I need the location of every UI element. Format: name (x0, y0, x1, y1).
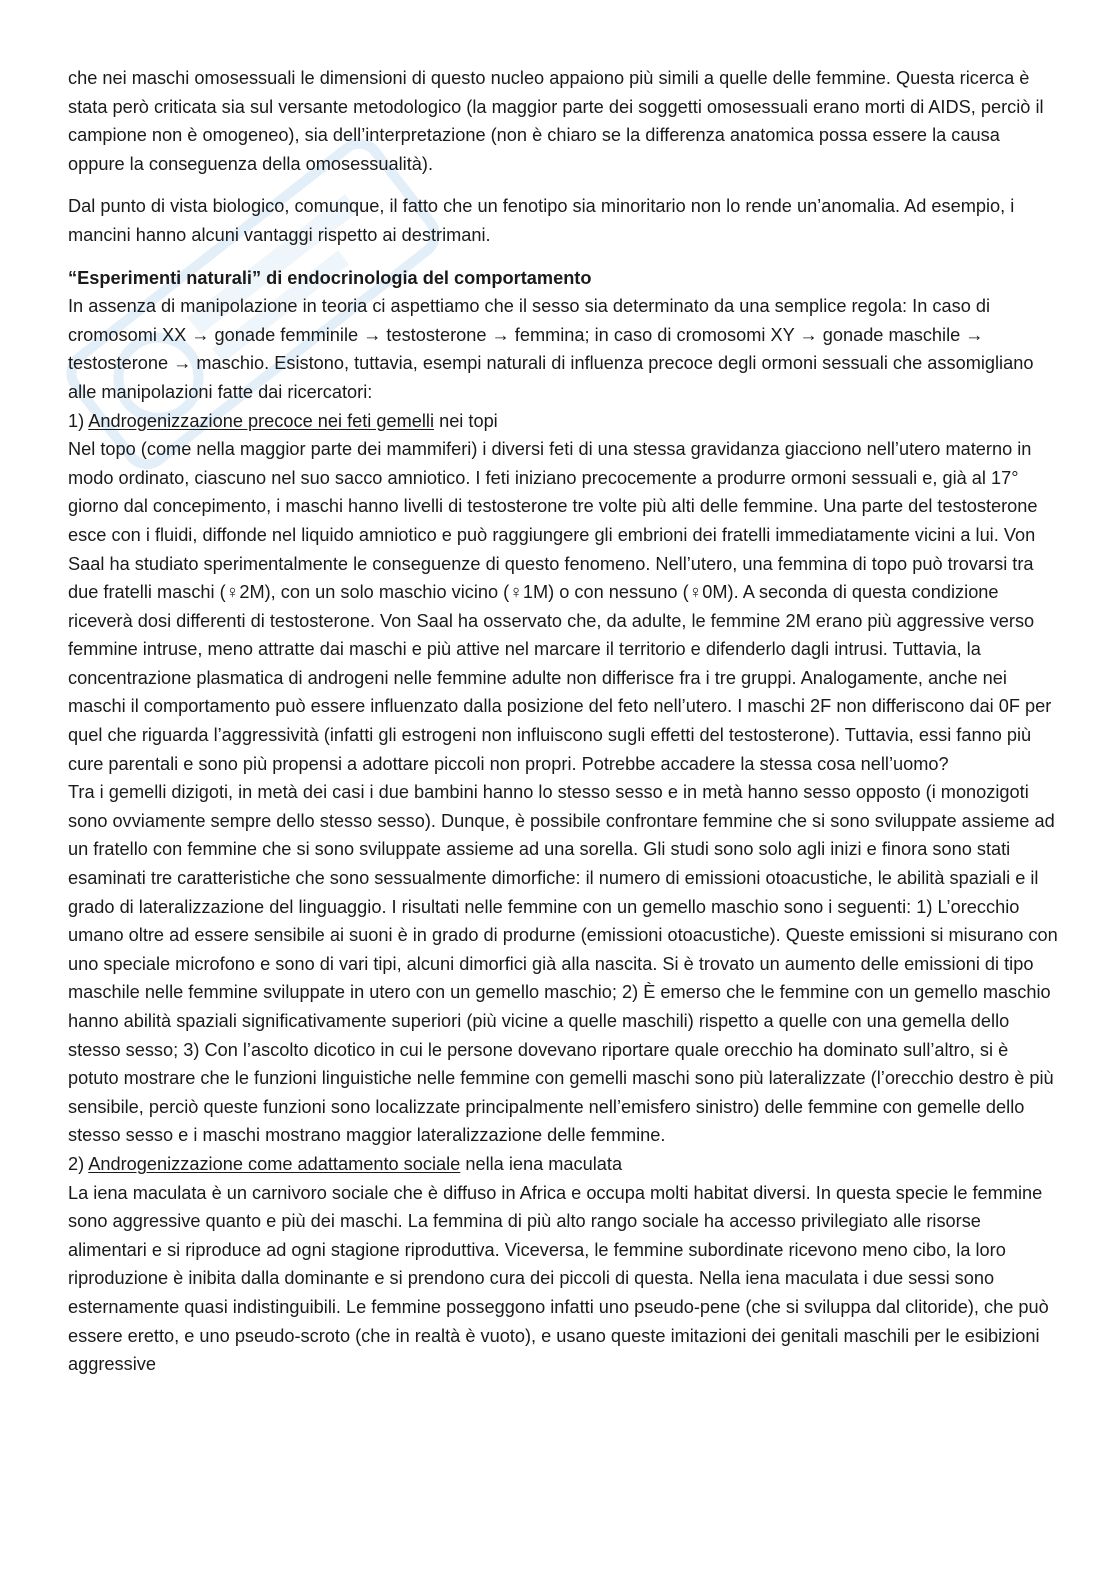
paragraph: La iena maculata è un carnivoro sociale che è diffuso in Africa e occupa molti habitat diversi. In questa specie le femmine sono aggressive quanto e più dei maschi. La femmina di più alto rango sociale ha accesso privilegiato alle risorse alimentari e si riproduce ad ogni stagione riproduttiva. Viceversa, le femmine subordinate ricevono meno cibo, la loro riproduzione è inibita dalla dominante e si prendono cura dei piccoli di questa. Nella iena maculata i due sessi sono esternamente quasi indistinguibili. Le femmine posseggono infatti uno pseudo-pene (che si sviluppa dal clitoride), che può essere eretto, e uno pseudo-scroto (che in realtà è vuoto), e usano queste imitazioni dei genitali maschili per le esibizioni aggressive (68, 1182, 1049, 1375)
paragraph: Tra i gemelli dizigoti, in metà dei casi i due bambini hanno lo stesso sesso e in metà hanno sesso opposto (i monozigoti sono ovviamente sempre dello stesso sesso). Dunque, è possibile confrontare femmine che si sono sviluppate assieme ad un fratello con femmine che si sono sviluppate assieme ad una sorella. Gli studi sono solo agli inizi e finora sono stati esaminati tre caratteristiche che sono sessualmente dimorfiche: il numero di emissioni otoacustiche, le abilità spaziali e il grado di lateralizzazione del linguaggio. I risultati nelle femmine con un gemello maschio sono i seguenti: 1) L’orecchio umano oltre ad essere sensibile ai suoni è in grado di produrne (emissioni otoacustiche). Queste emissioni si misurano con uno speciale microfono e sono di vari tipi, alcuni dimorfici già alla nascita. Si è trovato un aumento delle emissioni di tipo maschile nelle femmine sviluppate in utero con un gemello maschio; 2) È emerso che le femmine con un gemello maschio hanno abilità spaziali significativamente superiori (più vicine a quelle maschili) rispetto a quelle con una gemella dello stesso sesso; 3) Con l’ascolto dicotico in cui le persone dovevano riportare quale orecchio ha dominato sull’altro, si è potuto mostrare che le funzioni linguistiche nelle femmine con gemelli maschi sono più lateralizzate (l’orecchio destro è più sensibile, perciò queste funzioni sono localizzate principalmente nell’emisfero sinistro) delle femmine con gemelle dello stesso sesso e i maschi mostrano maggior lateralizzazione delle femmine. (68, 782, 1058, 1146)
paragraph: che nei maschi omosessuali le dimensioni di questo nucleo appaiono più simili a quelle delle femmine. Questa ricerca è stata però criticata sia sul versante metodologico (la maggior parte dei soggetti omosessuali erano morti di AIDS, perciò il campione non è omogeneo), sia dell’interpretazione (non è chiaro se la differenza anatomica possa essere la causa oppure la conseguenza della omosessualità). (68, 68, 1044, 174)
paragraph: Nel topo (come nella maggior parte dei mammiferi) i diversi feti di una stessa gravidanza giacciono nell’utero materno in modo ordinato, ciascuno nel suo sacco amniotico. I feti iniziano precocemente a produrre ormoni sessuali e, già al 17° giorno dal concepimento, i maschi hanno livelli di testosterone tre volte più alti delle femmine. Una parte del testosterone esce con i fluidi, diffonde nel liquido amniotico e può raggiungere gli embrioni dei fratelli immediatamente vicini a lui. Von Saal ha studiato sperimentalmente le conseguenze di questo fenomeno. Nell’utero, una femmina di topo può trovarsi tra due fratelli maschi (♀2M), con un solo maschio vicino (♀1M) o con nessuno (♀0M). A seconda di questa condizione riceverà dosi differenti di testosterone. Von Saal ha osservato che, da adulte, le femmine 2M erano più aggressive verso femmine intruse, meno attratte dai maschi e più attive nel marcare il territorio e difenderlo dagli intrusi. Tuttavia, la concentrazione plasmatica di androgeni nelle femmine adulte non differisce fra i tre gruppi. Analogamente, anche nei maschi il comportamento può essere influenzato dalla posizione del feto nell’utero. I maschi 2F non differiscono dai 0F per quel che riguarda l’aggressività (infatti gli estrogeni non influiscono sugli effetti del testosterone). Tuttavia, essi fanno più cure parentali e sono più propensi a adottare piccoli non propri. Potrebbe accadere la stessa cosa nell’uomo? (68, 439, 1052, 774)
section-heading: “Esperimenti naturali” di endocrinologia del comportamento (68, 267, 592, 288)
list-item-suffix: nei topi (439, 410, 498, 431)
paragraph: Dal punto di vista biologico, comunque, il fatto che un fenotipo sia minoritario non lo rende un’anomalia. Ad esempio, i mancini hanno alcuni vantaggi rispetto ai destrimani. (68, 196, 1015, 245)
list-number: 1) (68, 410, 85, 431)
paragraph: In assenza di manipolazione in teoria ci aspettiamo che il sesso sia determinato da una semplice regola: In caso di cromosomi XX → gonade femminile → testosterone → femmina; in caso di cromosomi XY → gonade maschile → testosterone → maschio. Esistono, tuttavia, esempi naturali di influenza precoce degli ormoni sessuali che assomigliano alle manipolazioni fatte dai ricercatori: (68, 296, 1034, 402)
list-item-title: Androgenizzazione come adattamento sociale (88, 1153, 461, 1174)
list-item-heading (68, 407, 1058, 436)
document-body (68, 64, 1058, 1379)
list-number: 2) (68, 1153, 85, 1174)
list-item-suffix: nella iena maculata (465, 1153, 623, 1174)
list-item-title: Androgenizzazione precoce nei feti gemelli (88, 410, 435, 431)
list-item-heading (68, 1150, 1058, 1179)
